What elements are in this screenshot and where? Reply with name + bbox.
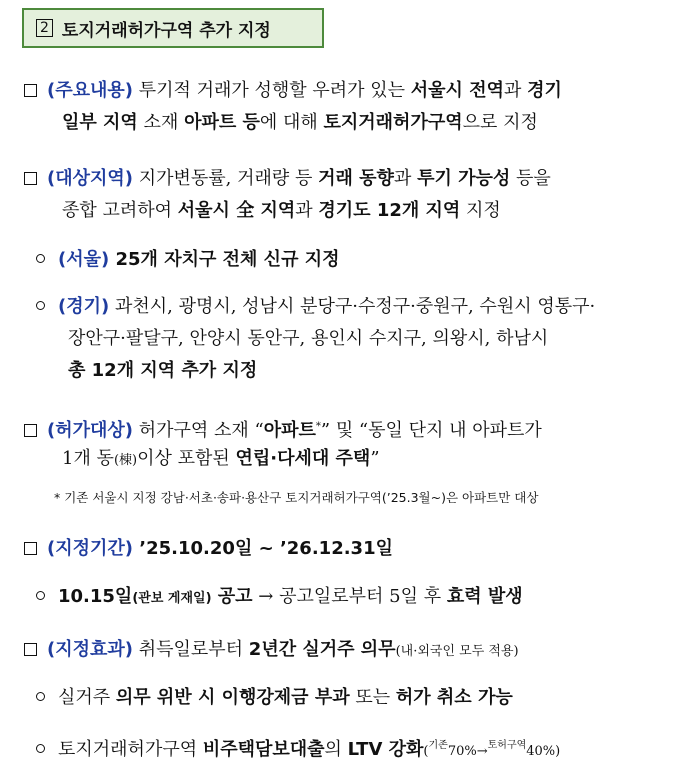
permit-target-line-1: (허가대상) 허가구역 소재 “아파트*” 및 “동일 단지 내 아파트가	[24, 414, 542, 444]
effect-subitem-1: 실거주 의무 위반 시 이행강제금 부과 또는 허가 취소 가능	[36, 685, 513, 711]
circle-bullet-icon	[36, 301, 45, 310]
circle-bullet-icon	[36, 744, 45, 753]
target-area-line-2: 종합 고려하여 서울시 全 지역과 경기도 12개 지역 지정	[62, 200, 501, 221]
main-content-line-2: 일부 지역 소재 아파트 등에 대해 토지거래허가구역으로 지정	[62, 112, 538, 133]
circle-bullet-icon	[36, 254, 45, 263]
period-label: (지정기간)	[47, 538, 134, 559]
effect-subitem-2: 토지거래허가구역 비주택담보대출의 LTV 강화($^{기존}$70%→$^{토허구역}$40%)	[36, 733, 560, 765]
period-line: (지정기간) ’25.10.20일 ~ ’26.12.31일	[24, 536, 393, 562]
effect-label: (지정효과)	[47, 639, 134, 660]
circle-bullet-icon	[36, 591, 45, 600]
circle-bullet-icon	[36, 692, 45, 701]
target-area-label: (대상지역)	[47, 168, 134, 189]
permit-target-line-2: 1개 동(棟)이상 포함된 연립·다세대 주택”	[62, 448, 380, 469]
square-bullet-icon	[24, 542, 37, 555]
target-area-line-1: (대상지역) 지가변동률, 거래량 등 거래 동향과 투기 가능성 등을	[24, 166, 551, 192]
square-bullet-icon	[24, 172, 37, 185]
section-title-box	[22, 8, 324, 48]
section-number: 2	[36, 19, 53, 37]
square-bullet-icon	[24, 84, 37, 97]
effect-line: (지정효과) 취득일로부터 2년간 실거주 의무(내·외국인 모두 적용)	[24, 637, 519, 665]
main-content-label: (주요내용)	[47, 80, 134, 101]
main-content-line-1: (주요내용) 투기적 거래가 성행할 우려가 있는 서울시 전역과 경기	[24, 78, 562, 104]
seoul-item: (서울) 25개 자치구 전체 신규 지정	[36, 247, 340, 273]
permit-target-label: (허가대상)	[47, 420, 134, 441]
square-bullet-icon	[24, 424, 37, 437]
gyeonggi-item-line-3: 총 12개 지역 추가 지정	[68, 360, 258, 381]
square-bullet-icon	[24, 643, 37, 656]
section-title: 토지거래허가구역 추가 지정	[61, 20, 271, 41]
permit-target-note: * 기존 서울시 지정 강남·서초·송파·용산구 토지거래허가구역(’25.3월~)은 아파트만 대상	[54, 490, 539, 505]
gyeonggi-item-line-1: (경기) 과천시, 광명시, 성남시 분당구·수정구·중원구, 수원시 영통구·	[36, 294, 595, 320]
period-subitem: 10.15일(관보 게재일) 공고 → 공고일로부터 5일 후 효력 발생	[36, 584, 523, 612]
gyeonggi-item-line-2: 장안구·팔달구, 안양시 동안구, 용인시 수지구, 의왕시, 하남시	[68, 328, 549, 349]
